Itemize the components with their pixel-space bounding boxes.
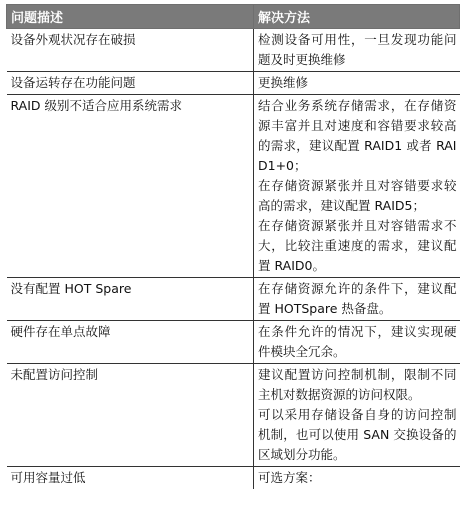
- header-solution: 解决方法: [254, 5, 460, 29]
- header-problem: 问题描述: [7, 5, 254, 29]
- table-row: [7, 278, 460, 321]
- solution-cell: [254, 364, 460, 467]
- solution-paragraph: 在存储资源紧张并且对容错要求较高的需求，建议配置 RAID5；: [258, 178, 457, 213]
- solution-paragraph: 可以采用存储设备自身的访问控制机制，也可以使用 SAN 交换设备的区域划分功能。: [258, 407, 457, 462]
- solution-cell: 在存储资源允许的条件下，建议配置 HOTSpare 热备盘。: [254, 278, 460, 321]
- solution-cell: 检测设备可用性，一旦发现功能问题及时更换维修: [254, 29, 460, 72]
- solution-cell: 更换维修: [254, 72, 460, 95]
- solution-cell: [254, 95, 460, 278]
- problem-cell: 可用容量过低: [7, 467, 254, 490]
- table-row: [7, 364, 460, 467]
- problem-cell: RAID 级别不适合应用系统需求: [7, 95, 254, 278]
- table-row: [7, 95, 460, 278]
- solution-paragraph: 在存储资源紧张并且对容错需求不大，比较注重速度的需求，建议配置 RAID0。: [258, 218, 457, 273]
- table-row: [7, 321, 460, 364]
- table-row: [7, 467, 460, 490]
- solution-cell: 可选方案：: [254, 467, 460, 490]
- problem-cell: 没有配置 HOT Spare: [7, 278, 254, 321]
- table-row: [7, 29, 460, 72]
- table-header-row: [7, 5, 460, 29]
- problem-cell: 设备运转存在功能问题: [7, 72, 254, 95]
- solution-paragraph: 建议配置访问控制机制，限制不同主机对数据资源的访问权限。: [258, 367, 457, 402]
- problem-cell: 硬件存在单点故障: [7, 321, 254, 364]
- solution-paragraph: 结合业务系统存储需求，在存储资源丰富并且对速度和容错要求较高的需求，建议配置 RAID1 或者 RAID1+0；: [258, 98, 457, 173]
- problem-cell: 未配置访问控制: [7, 364, 254, 467]
- problem-cell: 设备外观状况存在破损: [7, 29, 254, 72]
- problem-solution-table: [6, 4, 460, 489]
- table-row: [7, 72, 460, 95]
- solution-cell: 在条件允许的情况下，建议实现硬件模块全冗余。: [254, 321, 460, 364]
